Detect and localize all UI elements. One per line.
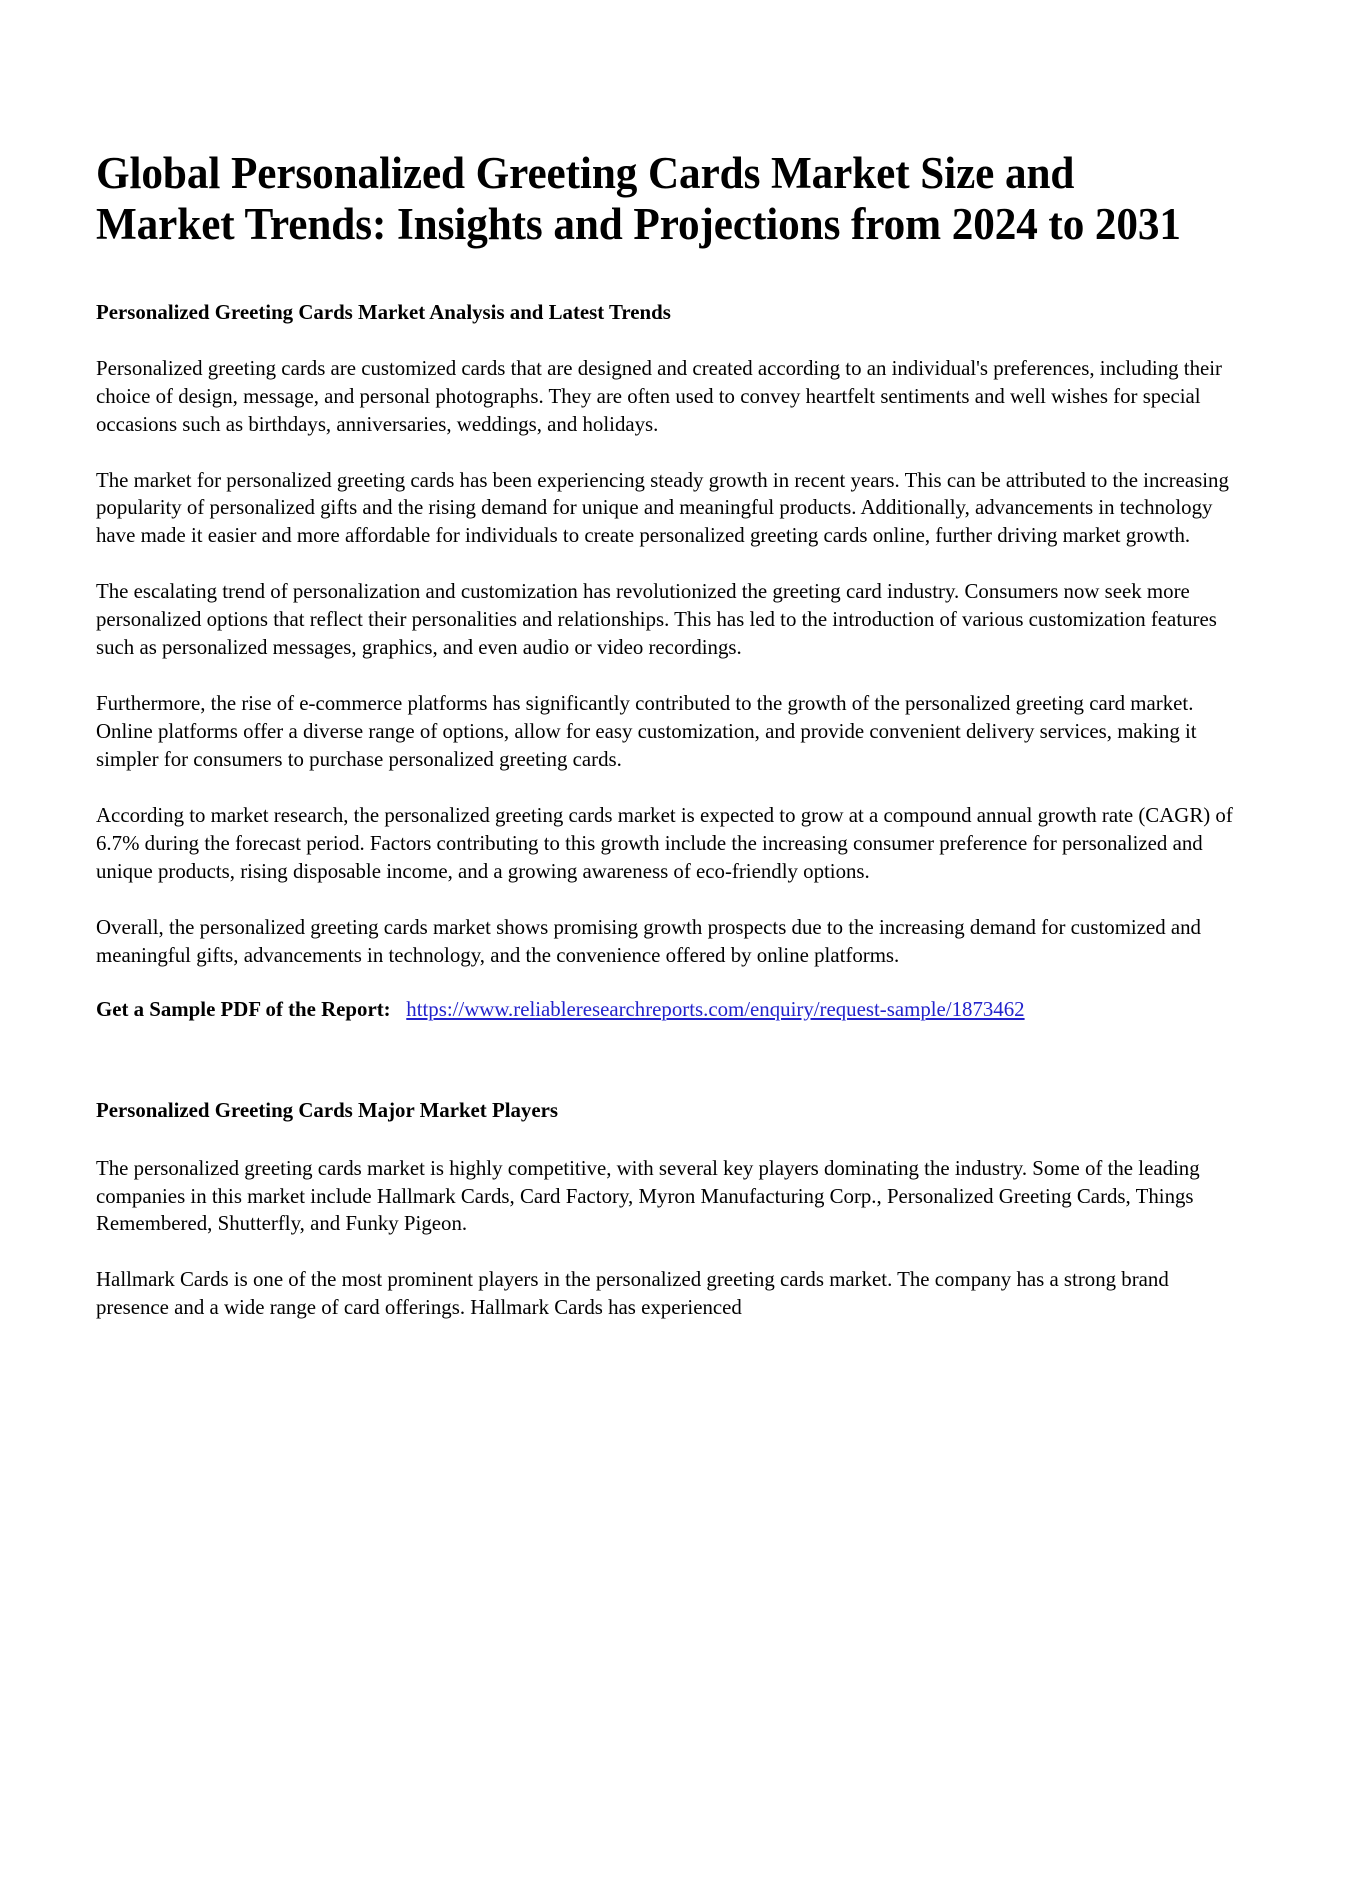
section-heading-market-analysis: Personalized Greeting Cards Market Analysis and Latest Trends (96, 299, 671, 324)
paragraph-hallmark-cards: Hallmark Cards is one of the most prominent players in the personalized greeting cards market. The company has a strong brand presence and a wide range of card offerings. Hallmark Cards has experienced (96, 1267, 1169, 1320)
paragraph-personalization-trend: The escalating trend of personalization and customization has revolutionized the greeting card industry. Consumers now seek more personalized options that reflect their personalities and relationships. This has led to the introduction of various customization features such as personalized messages, graphics, and even audio or video recordings. (96, 579, 1217, 660)
section-heading-major-players: Personalized Greeting Cards Major Market Players (96, 1097, 558, 1122)
sample-pdf-label: Get a Sample PDF of the Report: (96, 996, 391, 1021)
sample-pdf-cta (96, 996, 1236, 1024)
page-title: Global Personalized Greeting Cards Market Size and Market Trends: Insights and Projections from 2024 to 2031 (96, 148, 1181, 249)
paragraph-competitive-landscape: The personalized greeting cards market is highly competitive, with several key players dominating the industry. Some of the leading companies in this market include Hallmark Cards, Card Factory, Myron Manufacturing Corp., Personalized Greeting Cards, Things Remembered, Shutterfly, and Funky Pigeon. (96, 1155, 1200, 1236)
section-spacer (96, 1024, 1271, 1096)
paragraph-cagr: According to market research, the personalized greeting cards market is expected to grow at a compound annual growth rate (CAGR) of 6.7% during the forecast period. Factors contributing to this growth include the increasing consumer preference for personalized and unique products, rising disposable income, and a growing awareness of eco-friendly options. (96, 802, 1233, 883)
paragraph-market-growth: The market for personalized greeting cards has been experiencing steady growth in recent years. This can be attributed to the increasing popularity of personalized gifts and the rising demand for unique and meaningful products. Additionally, advancements in technology have made it easier and more affordable for individuals to create personalized greeting cards online, further driving market growth. (96, 467, 1229, 548)
sample-pdf-link[interactable]: https://www.reliableresearchreports.com/enquiry/request-sample/1873462 (406, 996, 1025, 1021)
paragraph-overall-outlook: Overall, the personalized greeting cards market shows promising growth prospects due to the increasing demand for customized and meaningful gifts, advancements in technology, and the convenience offered by online platforms. (96, 914, 1201, 967)
paragraph-definition: Personalized greeting cards are customized cards that are designed and created according to an individual's preferences, including their choice of design, message, and personal photographs. They are often used to convey heartfelt sentiments and well wishes for special occasions such as birthdays, anniversaries, weddings, and holidays. (96, 355, 1222, 436)
paragraph-ecommerce: Furthermore, the rise of e-commerce platforms has significantly contributed to the growth of the personalized greeting card market. Online platforms offer a diverse range of options, allow for easy customization, and provide convenient delivery services, making it simpler for consumers to purchase personalized greeting cards. (96, 691, 1197, 772)
